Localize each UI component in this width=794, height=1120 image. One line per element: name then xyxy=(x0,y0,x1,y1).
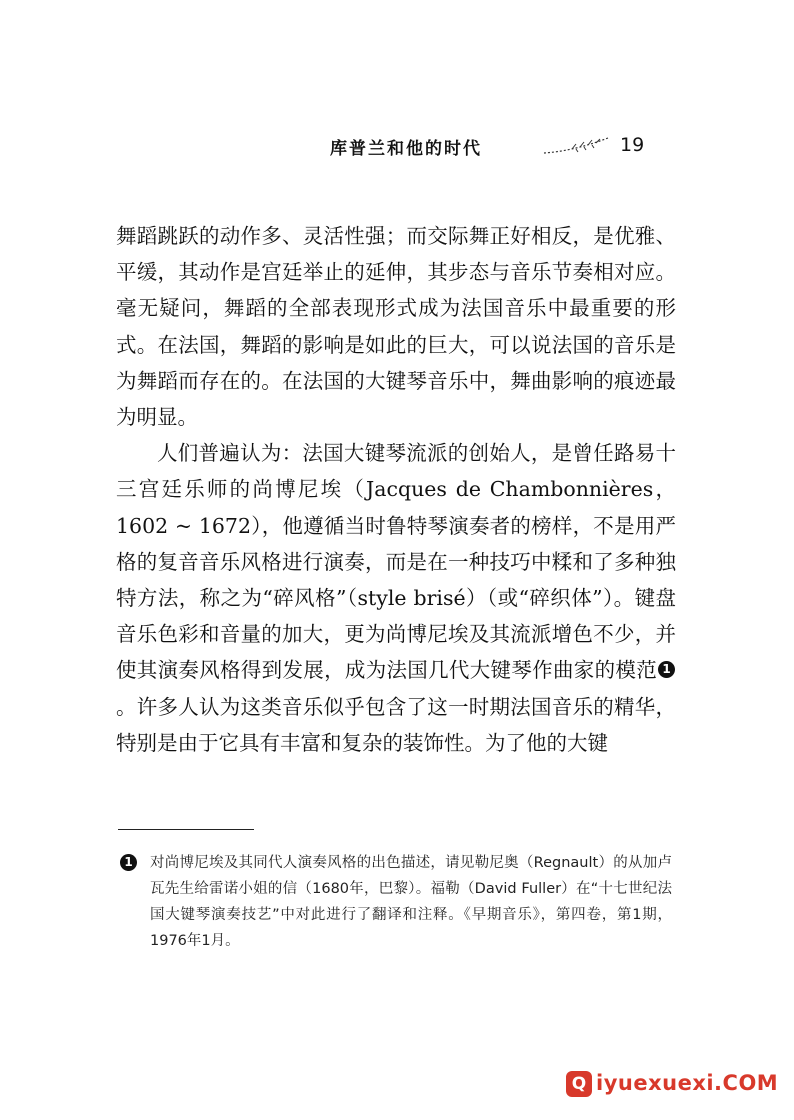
running-title: 库普兰和他的时代 xyxy=(330,139,482,159)
footnote-marker: 1 xyxy=(120,854,137,871)
paragraph-1: 舞蹈跳跃的动作多、灵活性强；而交际舞正好相反，是优雅、平缓，其动作是宫廷举止的延伸，其步态与音乐节奏相对应。毫无疑问，舞蹈的全部表现形式成为法国音乐中最重要的形式。在法国，舞蹈的影响是如此的巨大，可以说法国的音乐是为舞蹈而存在的。在法国的大键琴音乐中，舞曲影响的痕迹最为明显。 xyxy=(116,224,676,430)
footnote xyxy=(124,850,672,954)
paragraph-2-text-before-note: 人们普遍认为：法国大键琴流派的创始人，是曾任路易十三宫廷乐师的尚博尼埃（Jacques de Chambonnières，1602 ~ 1672），他遵循当时鲁特琴演奏者的榜样，不是用严格的复音音乐风格进行演奏，而是在一种技巧中糅和了多种独特方法，称之为“碎风格”（style brisé）（或“碎织体”）。键盘音乐色彩和音量的加大，更为尚博尼埃及其流派增色不少，并使其演奏风格得到发展，成为法国几代大键琴作曲家的模范 xyxy=(116,441,676,683)
footnote-reference[interactable]: 1 xyxy=(658,661,675,678)
paragraph-2 xyxy=(116,435,676,761)
page-header xyxy=(330,132,660,162)
paragraph-2-text-after-note: 。许多人认为这类音乐似乎包含了这一时期法国音乐的精华，特别是由于它具有丰富和复杂的装饰性。为了他的大键 xyxy=(116,694,676,755)
footnote-divider xyxy=(118,829,254,830)
feather-flourish-icon xyxy=(542,136,612,156)
footnote-text: 对尚博尼埃及其同代人演奏风格的出色描述，请见勒尼奥（Regnault）的从加卢瓦先生给雷诺小姐的信（1680年，巴黎）。福勒（David Fuller）在“十七世纪法国大键琴演奏技艺”中对此进行了翻译和注释。《早期音乐》，第四卷，第1期，1976年1月。 xyxy=(150,855,672,949)
watermark-logo-icon: Q xyxy=(566,1071,592,1097)
site-watermark xyxy=(566,1068,779,1100)
page-number: 19 xyxy=(620,134,645,156)
body-text xyxy=(116,218,676,761)
watermark-text: iyuexuexi.COM xyxy=(596,1071,779,1095)
